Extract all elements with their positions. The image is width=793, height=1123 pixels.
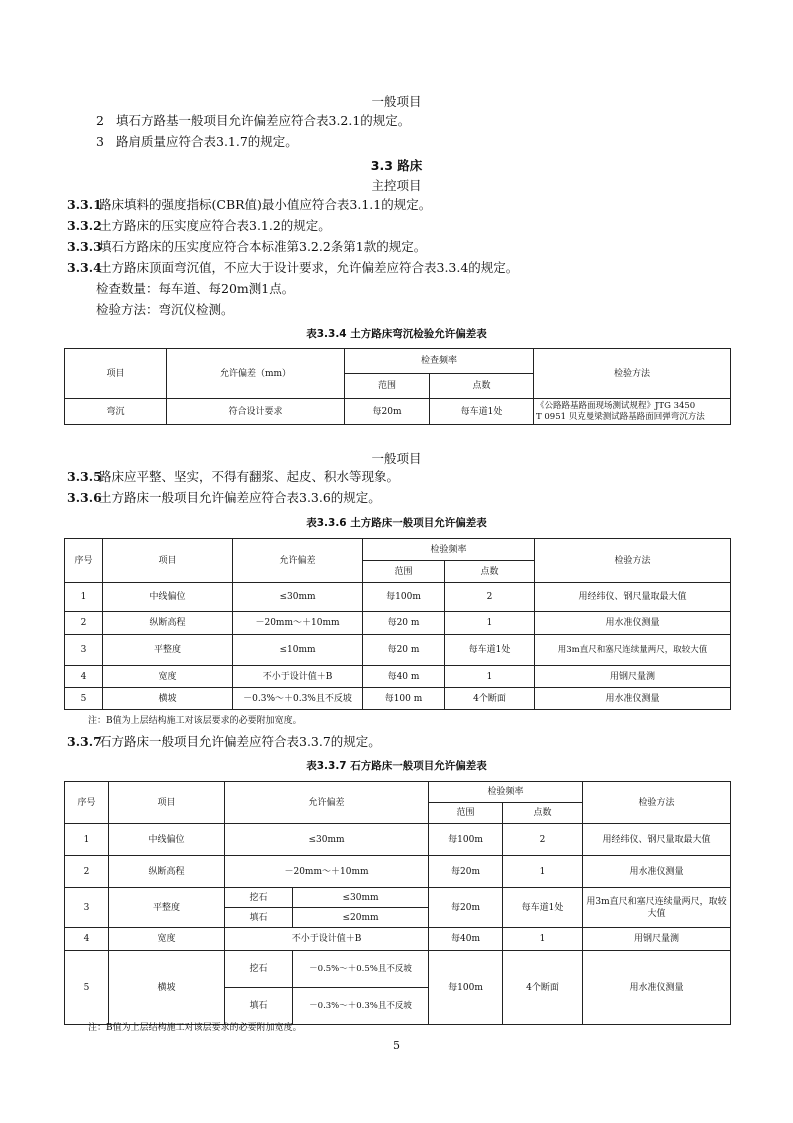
table-row [65, 928, 731, 951]
page-number: 5 [393, 1039, 400, 1052]
clause-text: 土方路床顶面弯沉值，不应大于设计要求，允许偏差应符合表3.3.4的规定。 [99, 260, 519, 275]
cell-range: 每40m [429, 928, 503, 951]
cell-points: 1 [503, 928, 583, 951]
cell-seq: 3 [65, 888, 109, 928]
cell-points: 2 [503, 824, 583, 856]
heading-general-items-2: 一般项目 [371, 451, 422, 466]
cell-range: 每20 m [363, 635, 445, 666]
table-row [65, 583, 731, 612]
cell-points: 2 [445, 583, 535, 612]
cell-method: 用3m直尺和塞尺连续量两尺，取较大值 [535, 635, 731, 666]
clause-text: 石方路床一般项目允许偏差应符合表3.3.7的规定。 [99, 734, 381, 749]
cell-subitem: 挖石 [225, 888, 293, 908]
table-row [65, 635, 731, 666]
cell-item: 平整度 [109, 888, 225, 928]
cell-item: 纵断高程 [103, 612, 233, 635]
cell-tolerance: ≤30mm [233, 583, 363, 612]
clause-number: 3.3.4 [67, 260, 102, 275]
clause-number: 3.3.6 [67, 490, 102, 505]
header-tolerance: 允许偏差 [233, 539, 363, 583]
cell-subitem: 填石 [225, 988, 293, 1025]
cell-method: 用经纬仪、钢尺量取最大值 [535, 583, 731, 612]
table-row [65, 688, 731, 710]
cell-range: 每40 m [363, 666, 445, 688]
clause-3-3-2 [67, 218, 331, 234]
table-row [65, 612, 731, 635]
clause-3-3-5 [67, 469, 399, 485]
table-3-3-7-caption: 表3.3.7 石方路床一般项目允许偏差表 [306, 760, 487, 772]
cell-method: 用经纬仪、钢尺量取最大值 [583, 824, 731, 856]
clause-number: 3.3.5 [67, 469, 102, 484]
cell-range: 每100m [429, 951, 503, 1025]
clause-3-3-1 [67, 197, 431, 213]
paragraph-text: 路肩质量应符合表3.1.7的规定。 [116, 134, 298, 149]
cell-tolerance: ≤30mm [225, 824, 429, 856]
cell-tolerance: －0.3%～＋0.3%且不反坡 [233, 688, 363, 710]
cell-subitem: 填石 [225, 908, 293, 928]
clause-number: 3.3.2 [67, 218, 102, 233]
header-method: 检验方法 [583, 782, 731, 824]
cell-points: 1 [503, 856, 583, 888]
table-row [65, 824, 731, 856]
table-row [65, 399, 731, 425]
header-seq: 序号 [65, 539, 103, 583]
heading-main-items: 主控项目 [371, 178, 422, 193]
header-frequency: 检验频率 [429, 782, 583, 803]
header-method: 检验方法 [535, 539, 731, 583]
clause-number: 3.3.7 [67, 734, 102, 749]
table-row [65, 888, 731, 908]
cell-seq: 5 [65, 688, 103, 710]
cell-range: 每100m [363, 583, 445, 612]
cell-tolerance: 符合设计要求 [167, 399, 345, 425]
cell-tolerance: －0.5%～＋0.5%且不反坡 [293, 951, 429, 988]
clause-text: 路床应平整、坚实，不得有翻浆、起皮、积水等现象。 [99, 469, 400, 484]
cell-range: 每100m [429, 824, 503, 856]
cell-item: 纵断高程 [109, 856, 225, 888]
cell-method: 用水准仪测量 [535, 688, 731, 710]
table-3-3-6-caption: 表3.3.6 土方路床一般项目允许偏差表 [306, 517, 487, 529]
cell-tolerance: 不小于设计值＋B [225, 928, 429, 951]
cell-range: 每20 m [363, 612, 445, 635]
header-item: 项目 [103, 539, 233, 583]
section-title: 3.3 路床 [370, 158, 423, 173]
cell-item: 中线偏位 [109, 824, 225, 856]
paragraph-text: 填石方路基一般项目允许偏差应符合表3.2.1的规定。 [116, 113, 411, 128]
cell-method: 用水准仪测量 [583, 856, 731, 888]
cell-tolerance: ≤30mm [293, 888, 429, 908]
table-row [65, 856, 731, 888]
clause-3-3-3 [67, 239, 426, 255]
clause-text: 土方路床一般项目允许偏差应符合表3.3.6的规定。 [99, 490, 381, 505]
clause-3-3-6 [67, 490, 381, 506]
cell-seq: 1 [65, 583, 103, 612]
table-3-3-6 [64, 538, 731, 710]
cell-method: 用钢尺量测 [535, 666, 731, 688]
cell-points: 4个断面 [445, 688, 535, 710]
table-row [65, 951, 731, 988]
header-points: 点数 [445, 561, 535, 583]
cell-points: 每车道1处 [430, 399, 534, 425]
method-line-1: 《公路路基路面现场测试规程》JTG 3450 [536, 400, 696, 411]
clause-text: 土方路床的压实度应符合表3.1.2的规定。 [99, 218, 331, 233]
cell-tolerance: ≤20mm [293, 908, 429, 928]
cell-tolerance: －0.3%～＋0.3%且不反坡 [293, 988, 429, 1025]
clause-3-3-4 [67, 260, 518, 276]
cell-range: 每20m [345, 399, 430, 425]
clause-text: 填石方路床的压实度应符合本标准第3.2.2条第1款的规定。 [99, 239, 427, 254]
clause-number: 3.3.3 [67, 239, 102, 254]
heading-general-items-1: 一般项目 [371, 94, 422, 109]
cell-points: 每车道1处 [445, 635, 535, 666]
cell-method: 用3m直尺和塞尺连续量两尺，取较大值 [583, 888, 731, 928]
header-frequency: 检验频率 [363, 539, 535, 561]
table-3-3-7-note: 注：B值为上层结构施工对该层要求的必要附加宽度。 [88, 1023, 302, 1033]
check-quantity: 检查数量：每车道、每20m测1点。 [96, 281, 295, 296]
table-3-3-7 [64, 781, 731, 1025]
cell-seq: 4 [65, 666, 103, 688]
table-3-3-4-caption: 表3.3.4 土方路床弯沉检验允许偏差表 [306, 328, 487, 340]
paragraph-3 [96, 134, 298, 150]
cell-item: 中线偏位 [103, 583, 233, 612]
header-tolerance: 允许偏差（mm） [167, 349, 345, 399]
header-item: 项目 [109, 782, 225, 824]
cell-seq: 4 [65, 928, 109, 951]
cell-tolerance: 不小于设计值＋B [233, 666, 363, 688]
cell-tolerance: ≤10mm [233, 635, 363, 666]
cell-item: 宽度 [103, 666, 233, 688]
cell-subitem: 挖石 [225, 951, 293, 988]
cell-points: 1 [445, 612, 535, 635]
cell-item: 横坡 [103, 688, 233, 710]
clause-3-3-7 [67, 734, 381, 750]
header-tolerance: 允许偏差 [225, 782, 429, 824]
cell-points: 4个断面 [503, 951, 583, 1025]
cell-seq: 5 [65, 951, 109, 1025]
cell-method [534, 399, 731, 425]
cell-item: 平整度 [103, 635, 233, 666]
header-seq: 序号 [65, 782, 109, 824]
header-item: 项目 [65, 349, 167, 399]
cell-method: 用水准仪测量 [583, 951, 731, 1025]
cell-tolerance: －20mm～＋10mm [233, 612, 363, 635]
paragraph-2 [96, 113, 410, 129]
clause-number: 3.3.1 [67, 197, 102, 212]
cell-tolerance: －20mm～＋10mm [225, 856, 429, 888]
paragraph-number: 2 [96, 113, 104, 128]
header-range: 范围 [363, 561, 445, 583]
cell-method: 用钢尺量测 [583, 928, 731, 951]
cell-range: 每100 m [363, 688, 445, 710]
header-frequency: 检查频率 [345, 349, 534, 374]
table-3-3-4 [64, 348, 731, 425]
header-points: 点数 [430, 374, 534, 399]
cell-item: 弯沉 [65, 399, 167, 425]
header-range: 范围 [345, 374, 430, 399]
cell-points: 1 [445, 666, 535, 688]
check-method: 检验方法：弯沉仪检测。 [96, 302, 234, 317]
header-method: 检验方法 [534, 349, 731, 399]
header-range: 范围 [429, 803, 503, 824]
table-3-3-6-note: 注：B值为上层结构施工对该层要求的必要附加宽度。 [88, 716, 302, 726]
cell-range: 每20m [429, 888, 503, 928]
clause-text: 路床填料的强度指标(CBR值)最小值应符合表3.1.1的规定。 [99, 197, 432, 212]
cell-range: 每20m [429, 856, 503, 888]
cell-seq: 2 [65, 612, 103, 635]
table-row [65, 666, 731, 688]
cell-seq: 1 [65, 824, 109, 856]
method-line-2: T 0951 贝克曼梁测试路基路面回弹弯沉方法 [536, 411, 705, 422]
cell-points: 每车道1处 [503, 888, 583, 928]
cell-seq: 2 [65, 856, 109, 888]
cell-method: 用水准仪测量 [535, 612, 731, 635]
paragraph-number: 3 [96, 134, 104, 149]
header-points: 点数 [503, 803, 583, 824]
cell-item: 横坡 [109, 951, 225, 1025]
cell-seq: 3 [65, 635, 103, 666]
cell-item: 宽度 [109, 928, 225, 951]
